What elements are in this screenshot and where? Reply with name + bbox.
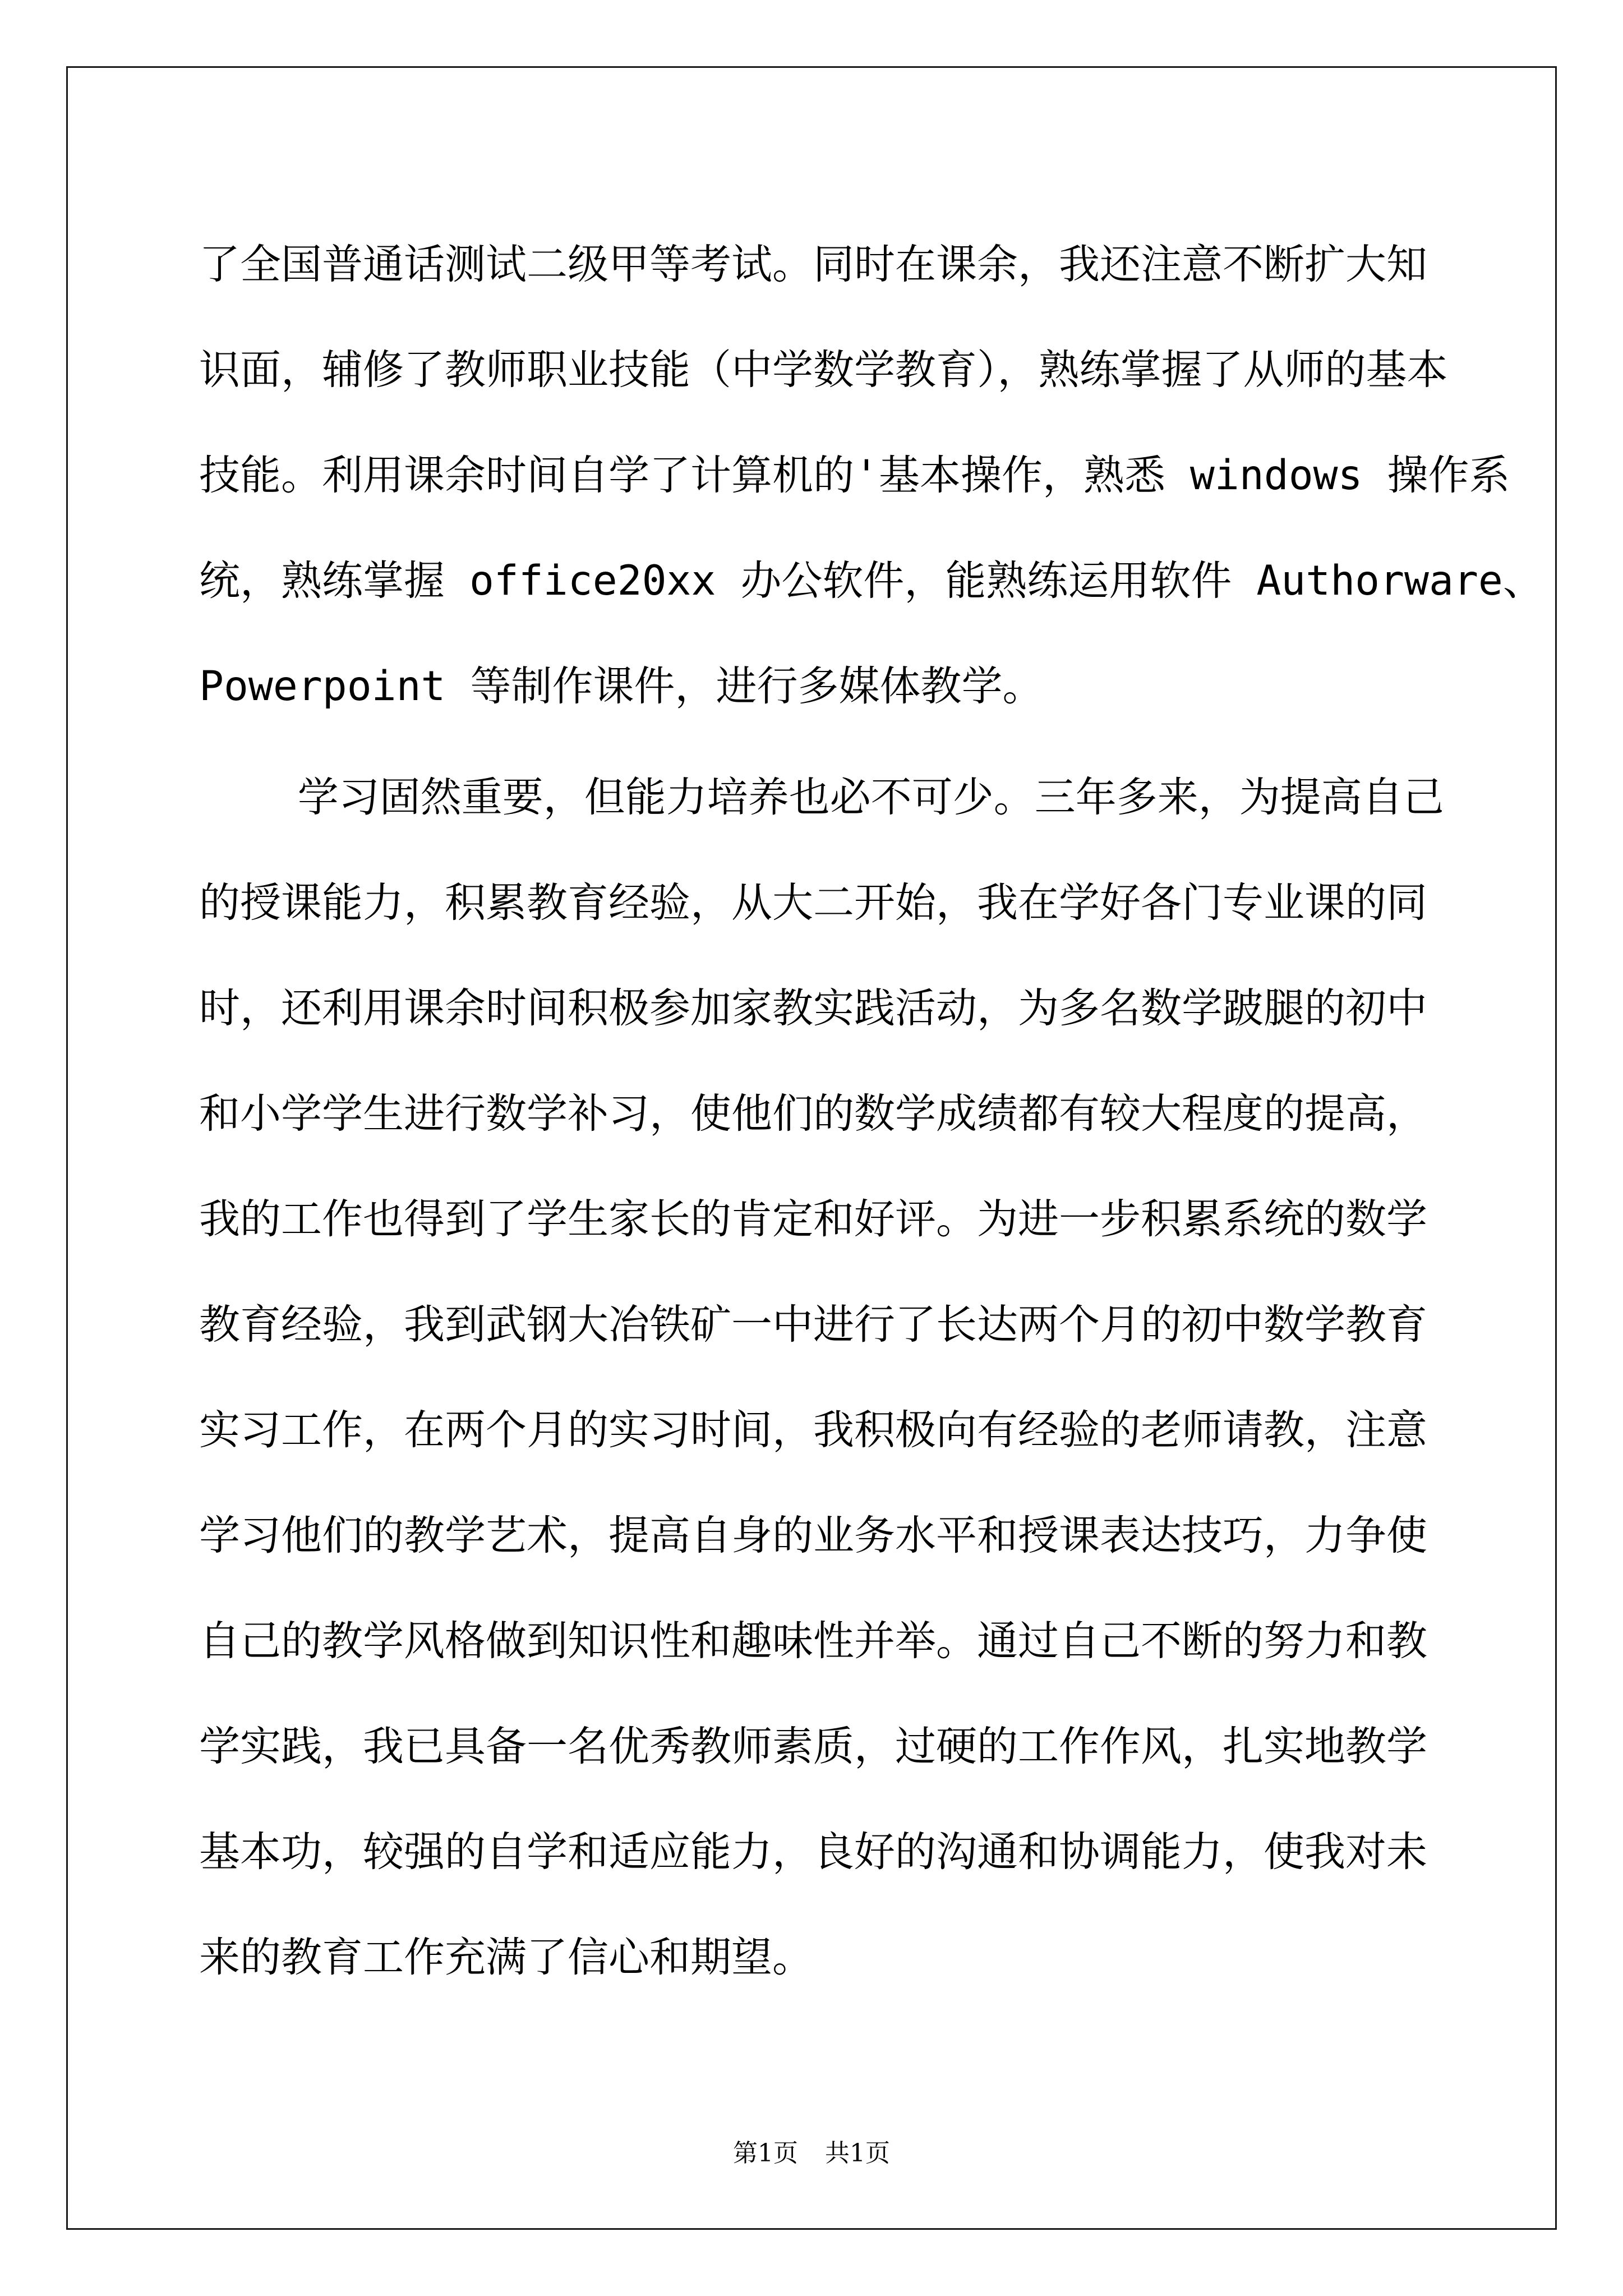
text-line: 来的教育工作充满了信心和期望。 [199,1934,813,1981]
page-number: 第1页 [733,2139,798,2168]
text-line: 教育经验，我到武钢大冶铁矿一中进行了长达两个月的初中数学教育 [199,1301,1427,1349]
text-line: 的授课能力，积累教育经验，从大二开始，我在学好各门专业课的同 [199,879,1427,927]
text-line: 实习工作，在两个月的实习时间，我积极向有经验的老师请教，注意 [199,1406,1427,1454]
paragraph-gap [199,739,1427,745]
paragraph-2 [199,745,1444,2010]
text-line: 和小学学生进行数学补习，使他们的数学成绩都有较大程度的提高， [199,1090,1427,1138]
text-line: 技能。利用课余时间自学了计算机的'基本操作，熟悉 windows 操作系 [199,452,1510,499]
text-line: 基本功，较强的自学和适应能力，良好的沟通和协调能力，使我对未 [199,1828,1427,1876]
page-footer [0,2133,1623,2169]
paragraph-1 [199,212,1544,739]
page-total: 共1页 [825,2139,890,2168]
text-line: 统，熟练掌握 office20xx 办公软件，能熟练运用软件 Authorware、 [199,557,1544,605]
text-line: 时，还利用课余时间积极参加家教实践活动，为多名数学跛腿的初中 [199,984,1427,1032]
text-line: 我的工作也得到了学生家长的肯定和好评。为进一步积累系统的数学 [199,1195,1427,1243]
text-line: 学实践，我已具备一名优秀教师素质，过硬的工作作风，扎实地教学 [199,1723,1427,1770]
document-body [199,212,1544,2010]
text-line: 学习固然重要，但能力培养也必不可少。三年多来，为提高自己 [199,774,1444,821]
text-line: 识面，辅修了教师职业技能（中学数学教育），熟练掌握了从师的基本 [199,346,1448,394]
text-line: 了全国普通话测试二级甲等考试。同时在课余，我还注意不断扩大知 [199,241,1427,288]
text-line: Powerpoint 等制作课件，进行多媒体教学。 [199,662,1044,710]
text-line: 自己的教学风格做到知识性和趣味性并举。通过自己不断的努力和教 [199,1617,1427,1665]
text-line: 学习他们的教学艺术，提高自身的业务水平和授课表达技巧，力争使 [199,1512,1427,1559]
